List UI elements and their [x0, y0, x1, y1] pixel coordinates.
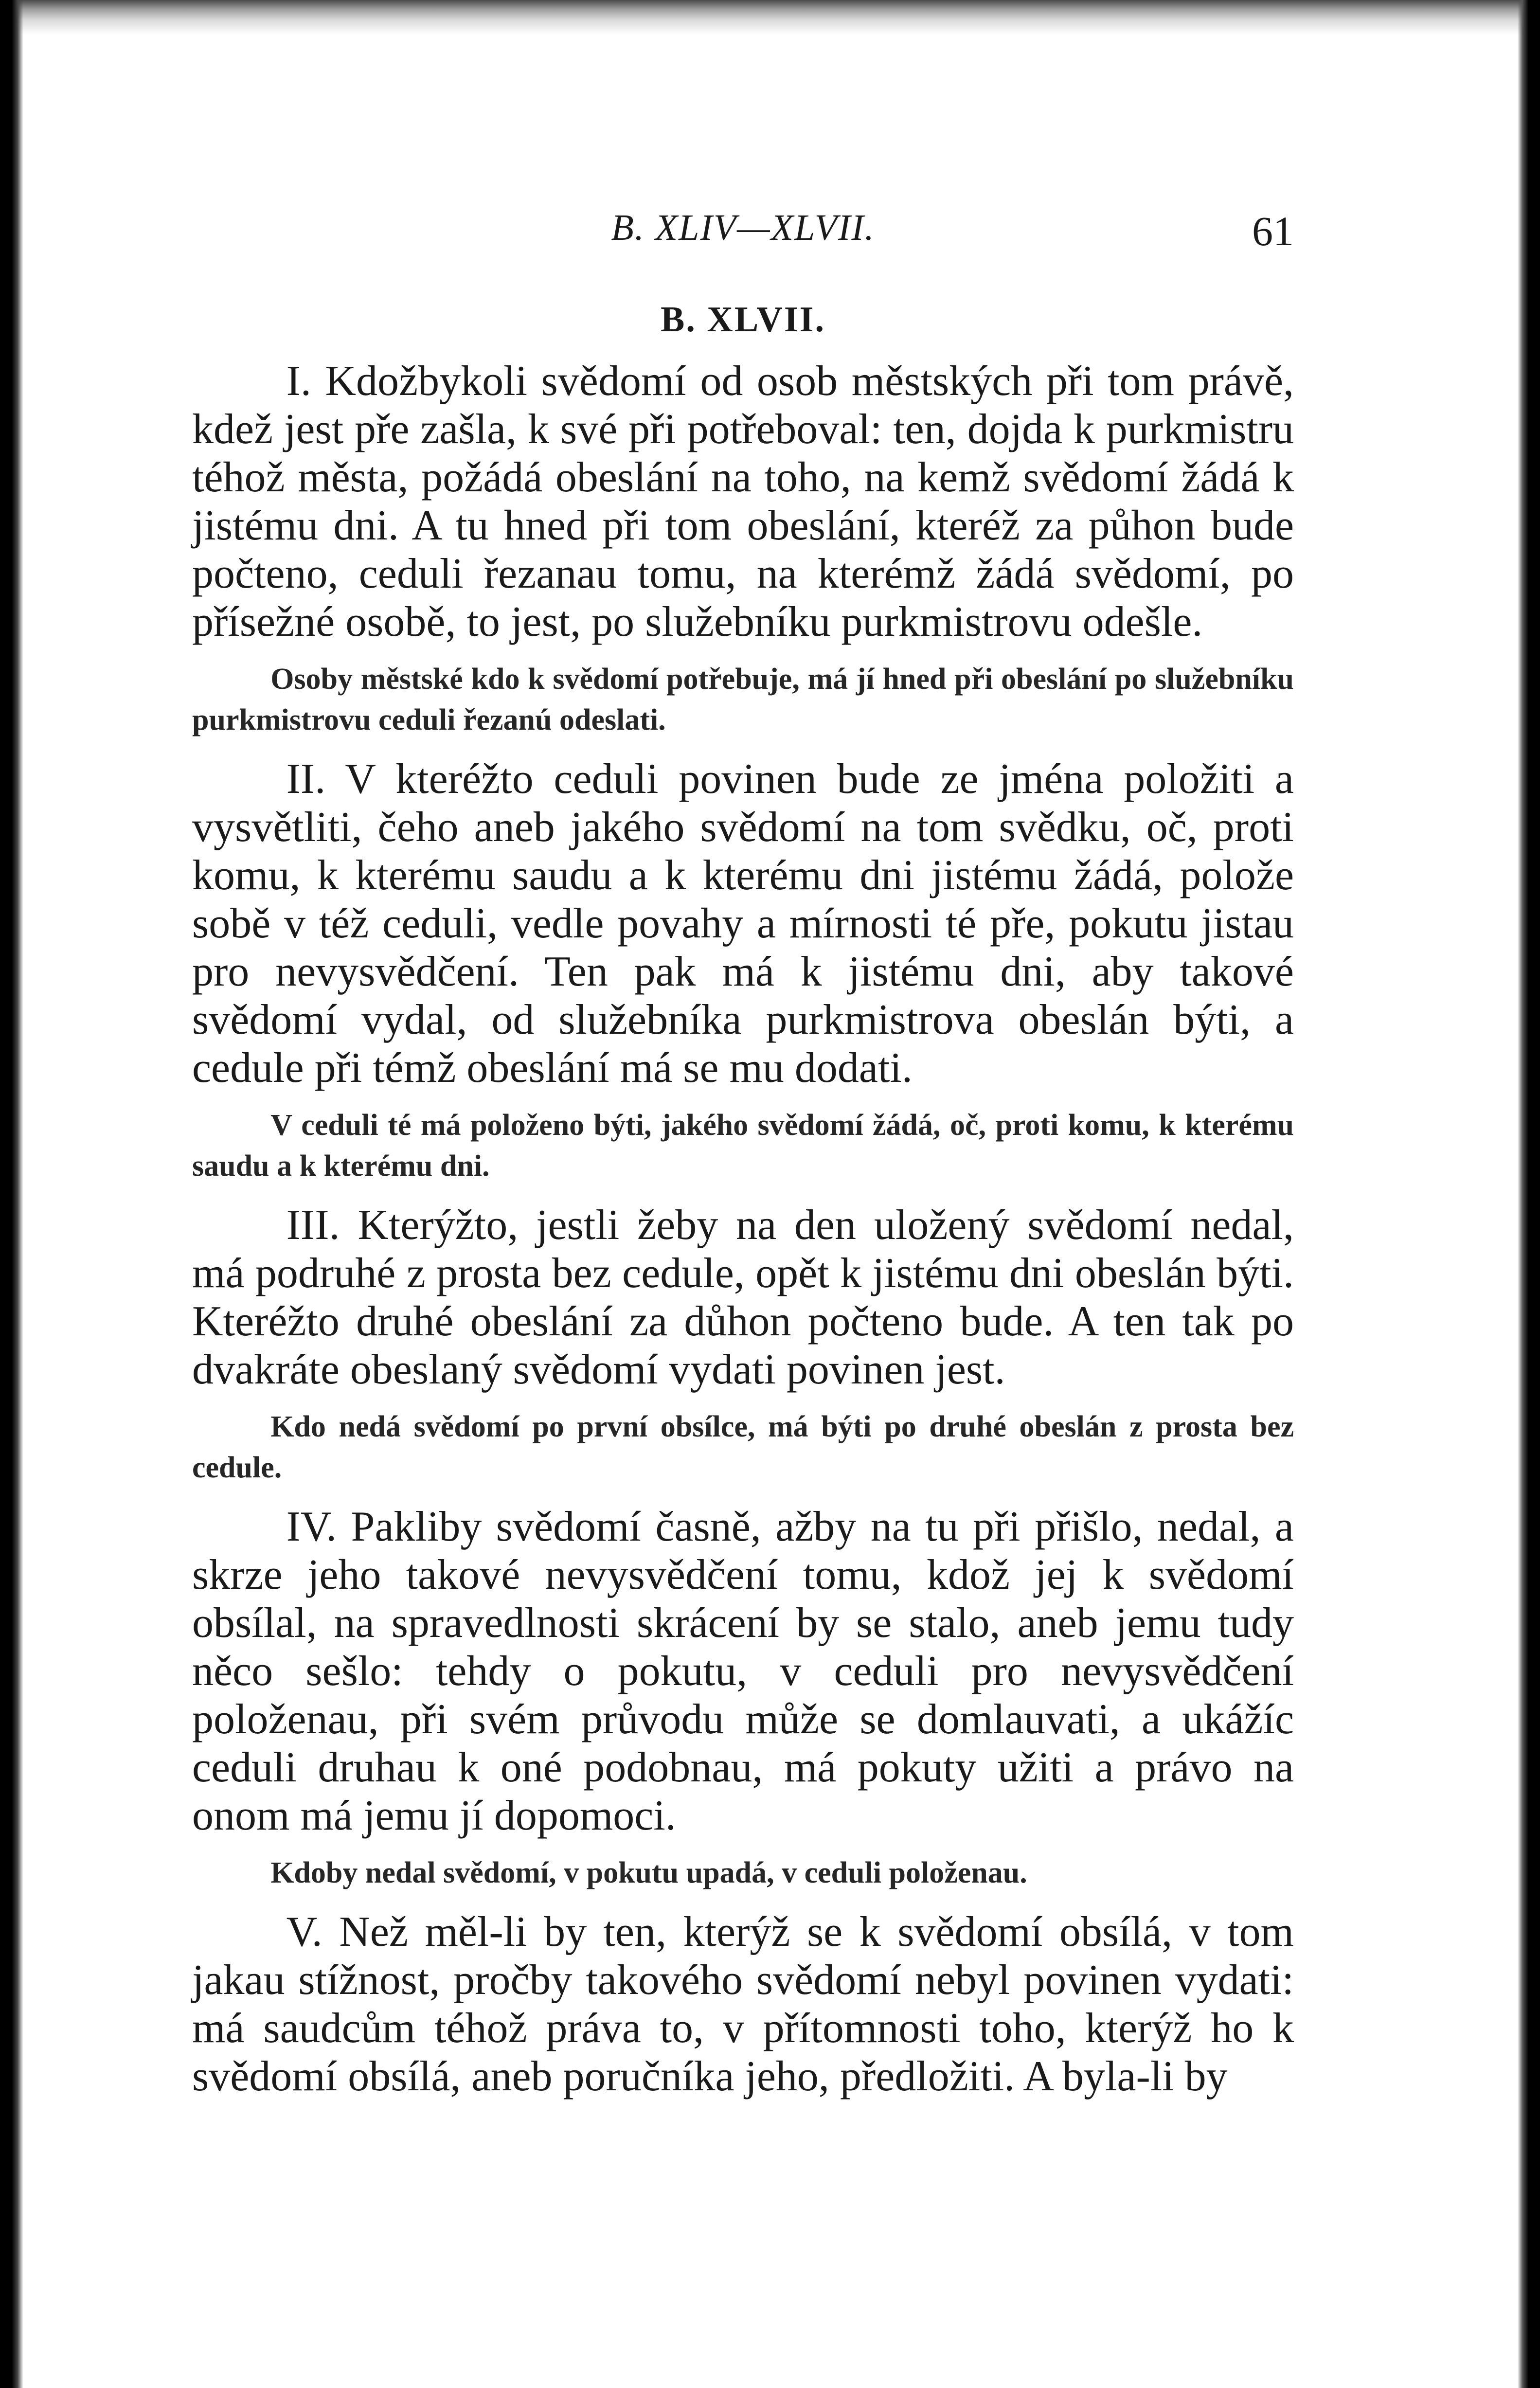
page-header	[192, 207, 1294, 260]
summary-1: Osoby městské kdo k svědomí potřebuje, má jí hned při obeslání po služebníku purkmistrovu ceduli řezanú odeslati.	[192, 663, 1294, 736]
summary-4: Kdoby nedal svědomí, v pokutu upadá, v ceduli položenau.	[270, 1856, 1027, 1889]
scan-top-shadow	[0, 0, 1540, 34]
scan-left-edge	[0, 0, 23, 2388]
paragraph-4: IV. Pakliby svědomí časně, ažby na tu při přišlo, nedal, a skrze jeho takové nevysvědčení tomu, kdož jej k svědomí obsílal, na spravedlnosti skrácení by se stalo, aneb jemu tudy něco sešlo: tehdy o pokutu, v ceduli pro nevysvědčení položenau, při svém průvodu může se domlauvati, a ukážíc ceduli druhau k oné podobnau, má pokuty užiti a právo na onom má jemu jí dopomoci.	[192, 1503, 1294, 1839]
scan-right-edge	[1518, 0, 1540, 2388]
paragraph-2: II. V kteréžto ceduli povinen bude ze jména položiti a vysvětliti, čeho aneb jakého svědomí na tom svědku, oč, proti komu, k kterému saudu a k kterému dni jistému žádá, polože sobě v též ceduli, vedle povahy a mírnosti té pře, pokutu jistau pro nevysvědčení. Ten pak má k jistému dni, aby takové svědomí vydal, od služebníka purkmistrova obeslán býti, a cedule při témž obeslání má se mu dodati.	[192, 755, 1294, 1092]
page-number: 61	[1252, 208, 1294, 254]
running-head: B. XLIV—XLVII.	[611, 207, 875, 248]
paragraph-5: V. Než měl-li by ten, kterýž se k svědomí obsílá, v tom jakau stížnost, pročby takového svědomí nebyl povinen vydati: má saudcům téhož práva to, v přítomnosti toho, kterýž ho k svědomí obsílá, aneb poručníka jeho, předložiti. A byla-li by	[192, 1908, 1294, 2100]
paragraph-3: III. Kterýžto, jestli žeby na den uložený svědomí nedal, má podruhé z prosta bez cedule, opět k jistému dni obeslán býti. Kteréžto druhé obeslání za důhon počteno bude. A ten tak po dvakráte obeslaný svědomí vydati povinen jest.	[192, 1202, 1294, 1393]
section-title: B. XLVII.	[661, 300, 825, 340]
page-body	[192, 302, 1294, 2101]
summary-3: Kdo nedá svědomí po první obsílce, má býti po druhé obeslán z prosta bez cedule.	[192, 1410, 1294, 1484]
summary-2: V ceduli té má položeno býti, jakého svědomí žádá, oč, proti komu, k kterému saudu a k kterému dni.	[192, 1109, 1294, 1183]
paragraph-1: I. Kdožbykoli svědomí od osob městských při tom právě, kdež jest pře zašla, k své při potřeboval: ten, dojda k purkmistru téhož města, požádá obeslání na toho, na kemž svědomí žádá k jistému dni. A tu hned při tom obeslání, kteréž za půhon bude počteno, ceduli řezanau tomu, na kterémž žádá svědomí, po přísežné osobě, to jest, po služebníku purkmistrovu odešle.	[192, 358, 1294, 646]
